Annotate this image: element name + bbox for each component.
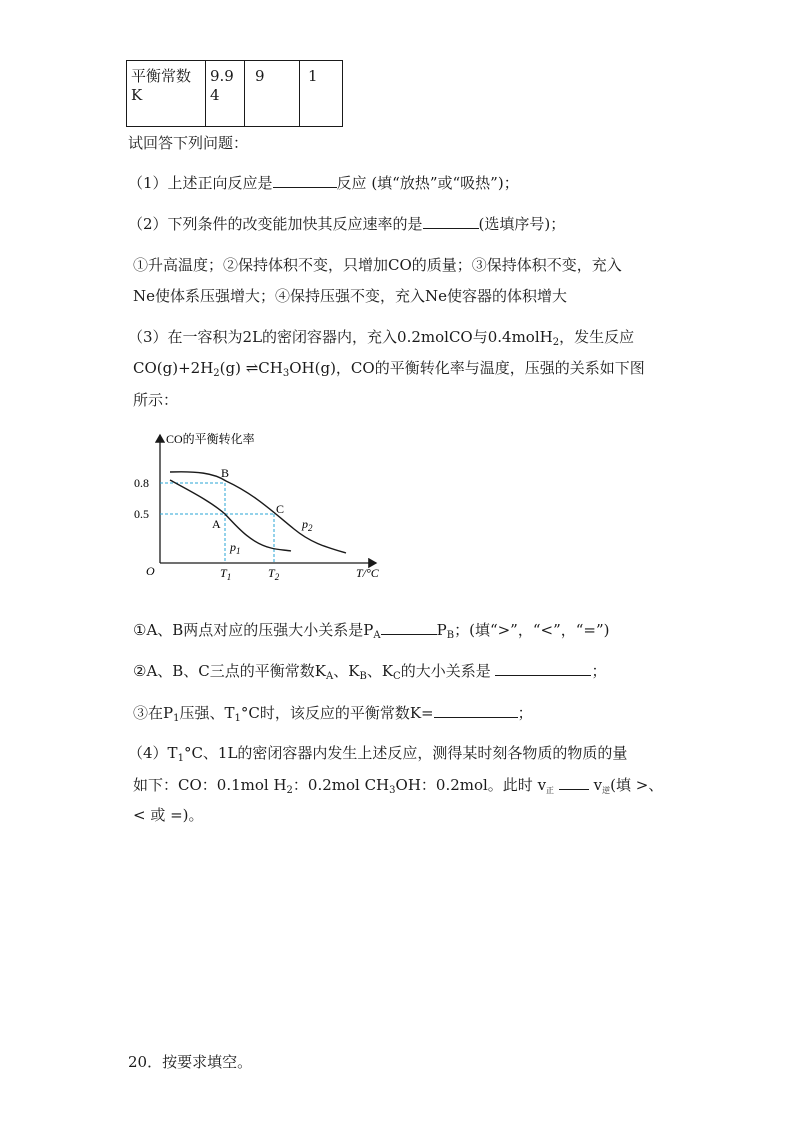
table-row bbox=[127, 61, 343, 127]
q4-line1-a: （4）T bbox=[128, 744, 178, 762]
q4-line2-a: 如下：CO：0.1mol H bbox=[133, 776, 287, 794]
x-tick-label-t1: $T_1$ bbox=[220, 566, 232, 582]
series-label-p2: $p_2$ bbox=[302, 517, 313, 533]
sub-question-2 bbox=[133, 660, 606, 681]
q3-line2-sub2: 3 bbox=[282, 368, 290, 379]
sub3-s1: 1 bbox=[173, 713, 180, 724]
q3-line2-b: (g) ⇌CH bbox=[219, 359, 283, 377]
equilibrium-constant-table bbox=[126, 60, 343, 127]
sub-question-1 bbox=[133, 619, 610, 640]
q4-line2-s2: 3 bbox=[389, 785, 396, 796]
sub2-c3: 的大小关系是 bbox=[400, 662, 496, 680]
sub2-c2: 、K bbox=[366, 662, 394, 680]
sub1-mid: P bbox=[436, 621, 447, 639]
q3-line3: 所示： bbox=[133, 391, 179, 409]
question-1 bbox=[128, 172, 519, 193]
sub3-mid: 压强、T bbox=[179, 704, 235, 722]
point-label-b: B bbox=[221, 466, 230, 480]
point-label-a: A bbox=[212, 517, 221, 531]
q2-blank[interactable] bbox=[423, 213, 479, 229]
sub3-s2: 1 bbox=[234, 713, 241, 724]
table-cell-1: 9.94 bbox=[206, 61, 245, 127]
table-cell-3: 1 bbox=[300, 61, 343, 127]
q4-line1-b: °C、1L的密闭容器内发生上述反应，测得某时刻各物质的物质的量 bbox=[183, 744, 628, 762]
sub3-blank[interactable] bbox=[434, 702, 518, 718]
q2-options-line1: ①升高温度；②保持体积不变，只增加CO的质量；③保持体积不变，充入 bbox=[133, 256, 622, 274]
q4-line2-b: ：0.2mol CH bbox=[292, 776, 390, 794]
sub1-blank[interactable] bbox=[381, 619, 437, 635]
q3-line1 bbox=[128, 327, 634, 347]
q4-blank[interactable] bbox=[559, 774, 589, 790]
q3-line2 bbox=[133, 358, 645, 378]
q2-prefix: （2）下列条件的改变能加快其反应速率的是 bbox=[128, 215, 423, 233]
sub3-mid2: °C时，该反应的平衡常数K= bbox=[240, 704, 434, 722]
q4-line2-s4: 逆 bbox=[602, 786, 611, 795]
x-axis-label: T/°C bbox=[356, 566, 379, 580]
table-header-cell: 平衡常数K bbox=[127, 61, 206, 127]
q2-suffix: (选填序号)； bbox=[478, 215, 566, 233]
q4-line1 bbox=[128, 743, 627, 763]
co-conversion-chart bbox=[126, 425, 396, 585]
sub1-suffix: ；(填“>”，“<”，“=”) bbox=[454, 621, 610, 639]
sub2-sA: A bbox=[326, 671, 334, 682]
series-label-p1: $p_1$ bbox=[230, 540, 241, 556]
sub-question-3 bbox=[133, 702, 533, 723]
intro-text: 试回答下列问题： bbox=[128, 134, 249, 152]
q3-line2-a: CO(g)+2H bbox=[133, 359, 214, 377]
q3-sub: 2 bbox=[552, 337, 560, 348]
y-tick-label: 0.8 bbox=[134, 476, 149, 490]
q2-options-line2: Ne使体系压强增大；④保持压强不变，充入Ne使容器的体积增大 bbox=[133, 287, 568, 305]
sub3-suffix: ； bbox=[517, 704, 533, 722]
y-tick-label: 0.5 bbox=[134, 507, 149, 521]
q4-line2-s3: 正 bbox=[546, 786, 555, 795]
y-axis-label: CO的平衡转化率 bbox=[166, 432, 255, 446]
q3-line2-sub1: 2 bbox=[213, 368, 220, 379]
q4-line2-c: OH：0.2mol。此时 v bbox=[395, 776, 547, 794]
sub3-prefix: ③在P bbox=[133, 704, 174, 722]
table-cell-2: 9 bbox=[245, 61, 300, 127]
q1-suffix: 反应 (填“放热”或“吸热”)； bbox=[336, 174, 519, 192]
question-2 bbox=[128, 213, 565, 234]
sub2-sB: B bbox=[359, 671, 367, 682]
q4-line2-e: (填 >、 bbox=[610, 776, 664, 794]
q4-line2-s1: 2 bbox=[286, 785, 293, 796]
sub1-subB: B bbox=[446, 630, 455, 641]
sub2-c1: 、K bbox=[333, 662, 360, 680]
point-label-c: C bbox=[276, 502, 285, 516]
sub2-suffix: ； bbox=[591, 662, 607, 680]
q3-text-a: （3）在一容积为2L的密闭容器内，充入0.2molCO与0.4molH bbox=[128, 328, 553, 346]
q3-line2-c: OH(g)，CO的平衡转化率与温度，压强的关系如下图 bbox=[289, 359, 645, 377]
sub2-blank[interactable] bbox=[495, 660, 591, 676]
q4-line2 bbox=[133, 774, 663, 795]
sub1-prefix: ①A、B两点对应的压强大小关系是P bbox=[133, 621, 374, 639]
x-tick-label-t2: $T_2$ bbox=[268, 566, 280, 582]
question-20: 20．按要求填空。 bbox=[128, 1053, 253, 1071]
q4-line3: < 或 =)。 bbox=[133, 806, 204, 824]
q4-line2-d: v bbox=[593, 776, 603, 794]
sub2-sC: C bbox=[393, 671, 401, 682]
q3-text-b: ，发生反应 bbox=[559, 328, 635, 346]
q1-prefix: （1）上述正向反应是 bbox=[128, 174, 273, 192]
series-p2-curve bbox=[170, 472, 346, 553]
origin-label: O bbox=[146, 564, 155, 578]
sub1-subA: A bbox=[373, 630, 381, 641]
q1-blank[interactable] bbox=[273, 172, 337, 188]
q4-line1-s: 1 bbox=[177, 753, 184, 764]
sub2-prefix: ②A、B、C三点的平衡常数K bbox=[133, 662, 326, 680]
